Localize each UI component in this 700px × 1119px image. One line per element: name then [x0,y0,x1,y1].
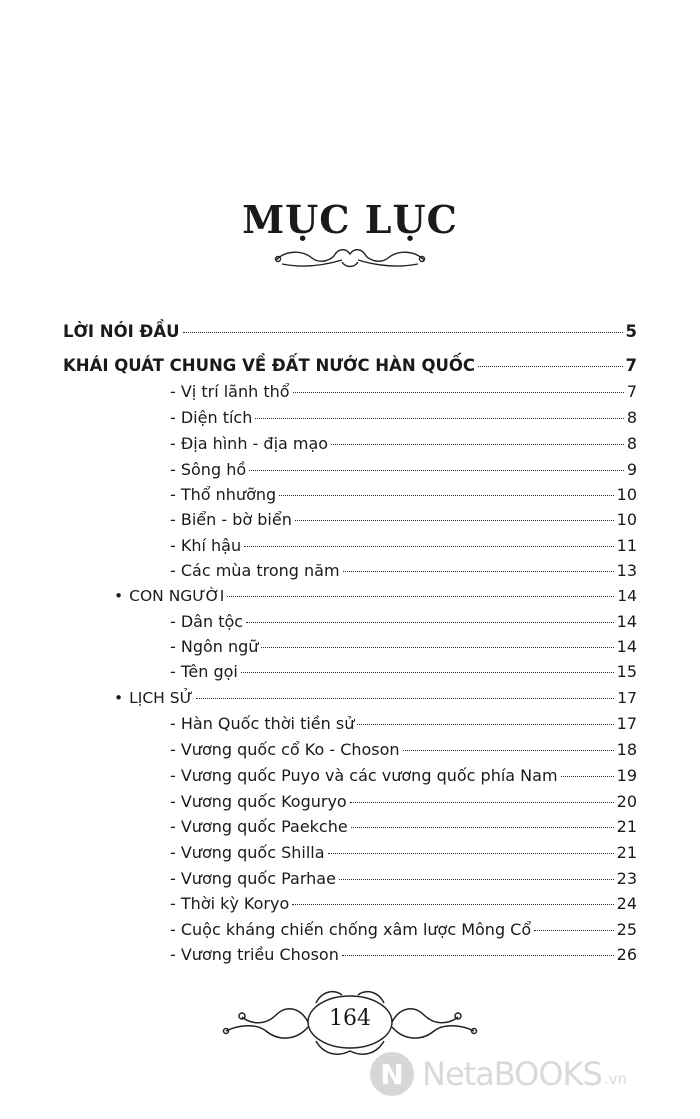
dot-leader [293,392,624,393]
toc-entry [170,636,637,658]
toc-entry-label: - Dân tộc [170,612,244,631]
toc-entry-label: - Vương quốc Puyo và các vương quốc phía Nam [170,766,558,785]
toc-entry [114,687,637,709]
bullet-icon: • [114,587,124,605]
dot-leader [244,546,614,547]
toc-entry-label: - Vương triều Choson [170,945,339,964]
toc-entry-label: - Vương quốc Shilla [170,843,325,862]
toc-entry [170,919,637,941]
toc-entry-page: 14 [616,612,637,631]
toc-entry-page: 5 [625,322,637,341]
page-number: 164 [329,1006,371,1031]
toc-entry [170,944,637,966]
toc-entry-page: 19 [616,766,637,785]
toc-entry [170,433,637,455]
watermark-brand: NetaBOOKS [422,1055,602,1093]
toc-entry-page: 17 [616,714,637,733]
toc-entry-page: 23 [616,869,637,888]
toc-entry-page: 11 [616,536,637,555]
toc-entry-page: 20 [616,792,637,811]
toc-entry [170,842,637,864]
toc-entry-label: - Các mùa trong năm [170,561,340,580]
toc-entry-page: 10 [616,485,637,504]
toc-entry [170,765,637,787]
toc-entry-page: 7 [625,356,637,375]
toc-entry-label: - Vương quốc Koguryo [170,792,347,811]
dot-leader [261,647,613,648]
toc-entry [170,484,637,506]
watermark-tld: .vn [603,1070,627,1088]
toc-entry [170,791,637,813]
toc-entry [170,868,637,890]
toc-entry-label: - Khí hậu [170,536,242,555]
toc-entry [170,661,637,683]
dot-leader [255,418,623,419]
dot-leader [351,827,614,828]
dot-leader [328,853,614,854]
toc-entry-label: - Cuộc kháng chiến chống xâm lược Mông Cổ [170,920,532,939]
dot-leader [331,444,624,445]
toc-entry [170,611,637,633]
dot-leader [279,495,613,496]
toc-entry-page: 26 [616,945,637,964]
dot-leader [478,366,623,367]
toc-entry [170,560,637,582]
toc-entry [170,893,637,915]
toc-entry [170,407,637,429]
dot-leader [343,571,614,572]
toc-entry-label: - Ngôn ngữ [170,637,259,656]
dot-leader [183,332,623,333]
toc-entry-page: 14 [617,587,637,605]
toc-entry-label: LỊCH SỬ [129,689,193,707]
toc-entry-label: CON NGƯỜI [129,587,225,605]
toc-entry-page: 25 [616,920,637,939]
dot-leader [534,930,614,931]
toc-entry-label: - Vị trí lãnh thổ [170,382,290,401]
dot-leader [350,802,614,803]
toc-entry [63,321,637,343]
toc-entry [114,585,637,607]
toc-entry-page: 7 [626,382,637,401]
toc-entry-page: 9 [626,460,637,479]
toc-entry-label: - Biển - bờ biển [170,510,292,529]
dot-leader [357,724,613,725]
dot-leader [561,776,614,777]
toc-entry [170,381,637,403]
bullet-icon: • [114,689,124,707]
toc-entry-page: 10 [616,510,637,529]
toc-entry-label: - Tên gọi [170,662,238,681]
toc-entry-label: - Diện tích [170,408,253,427]
toc-entry [170,459,637,481]
toc-entry [170,535,637,557]
dot-leader [339,879,614,880]
toc-entry-label: - Sông hồ [170,460,247,479]
toc-entry-label: KHÁI QUÁT CHUNG VỀ ĐẤT NƯỚC HÀN QUỐC [63,356,476,375]
toc-entry [170,509,637,531]
dot-leader [241,672,614,673]
toc-entry-page: 14 [616,637,637,656]
dot-leader [249,470,624,471]
dot-leader [292,904,613,905]
toc-entry-page: 8 [626,434,637,453]
toc-entry [170,816,637,838]
toc-entry-label: - Vương quốc Paekche [170,817,348,836]
dot-leader [196,698,614,699]
toc-entry-page: 13 [616,561,637,580]
toc-entry-label: - Vương quốc Parhae [170,869,336,888]
toc-entry-label: - Địa hình - địa mạo [170,434,329,453]
toc-entry-page: 15 [616,662,637,681]
toc-entry-page: 8 [626,408,637,427]
dot-leader [403,750,614,751]
dot-leader [342,955,614,956]
toc-entry-page: 24 [616,894,637,913]
toc-entry-label: LỜI NÓI ĐẦU [63,322,180,341]
toc-entry-page: 21 [616,817,637,836]
toc-entry-page: 21 [616,843,637,862]
page-title: MỤC LỤC [242,197,458,242]
dot-leader [295,520,614,521]
toc-entry-page: 18 [616,740,637,759]
toc-entry [63,355,637,377]
toc-entry-page: 17 [617,689,637,707]
dot-leader [246,622,614,623]
toc-entry-label: - Hàn Quốc thời tiền sử [170,714,355,733]
watermark-logo [370,1052,627,1096]
dot-leader [227,596,614,597]
toc-entry-label: - Thời kỳ Koryo [170,894,290,913]
watermark-mark: N [370,1052,414,1096]
toc-entry [170,713,637,735]
toc-entry-label: - Vương quốc cổ Ko - Choson [170,740,400,759]
toc-entry [170,739,637,761]
toc-entry-label: - Thổ nhưỡng [170,485,277,504]
